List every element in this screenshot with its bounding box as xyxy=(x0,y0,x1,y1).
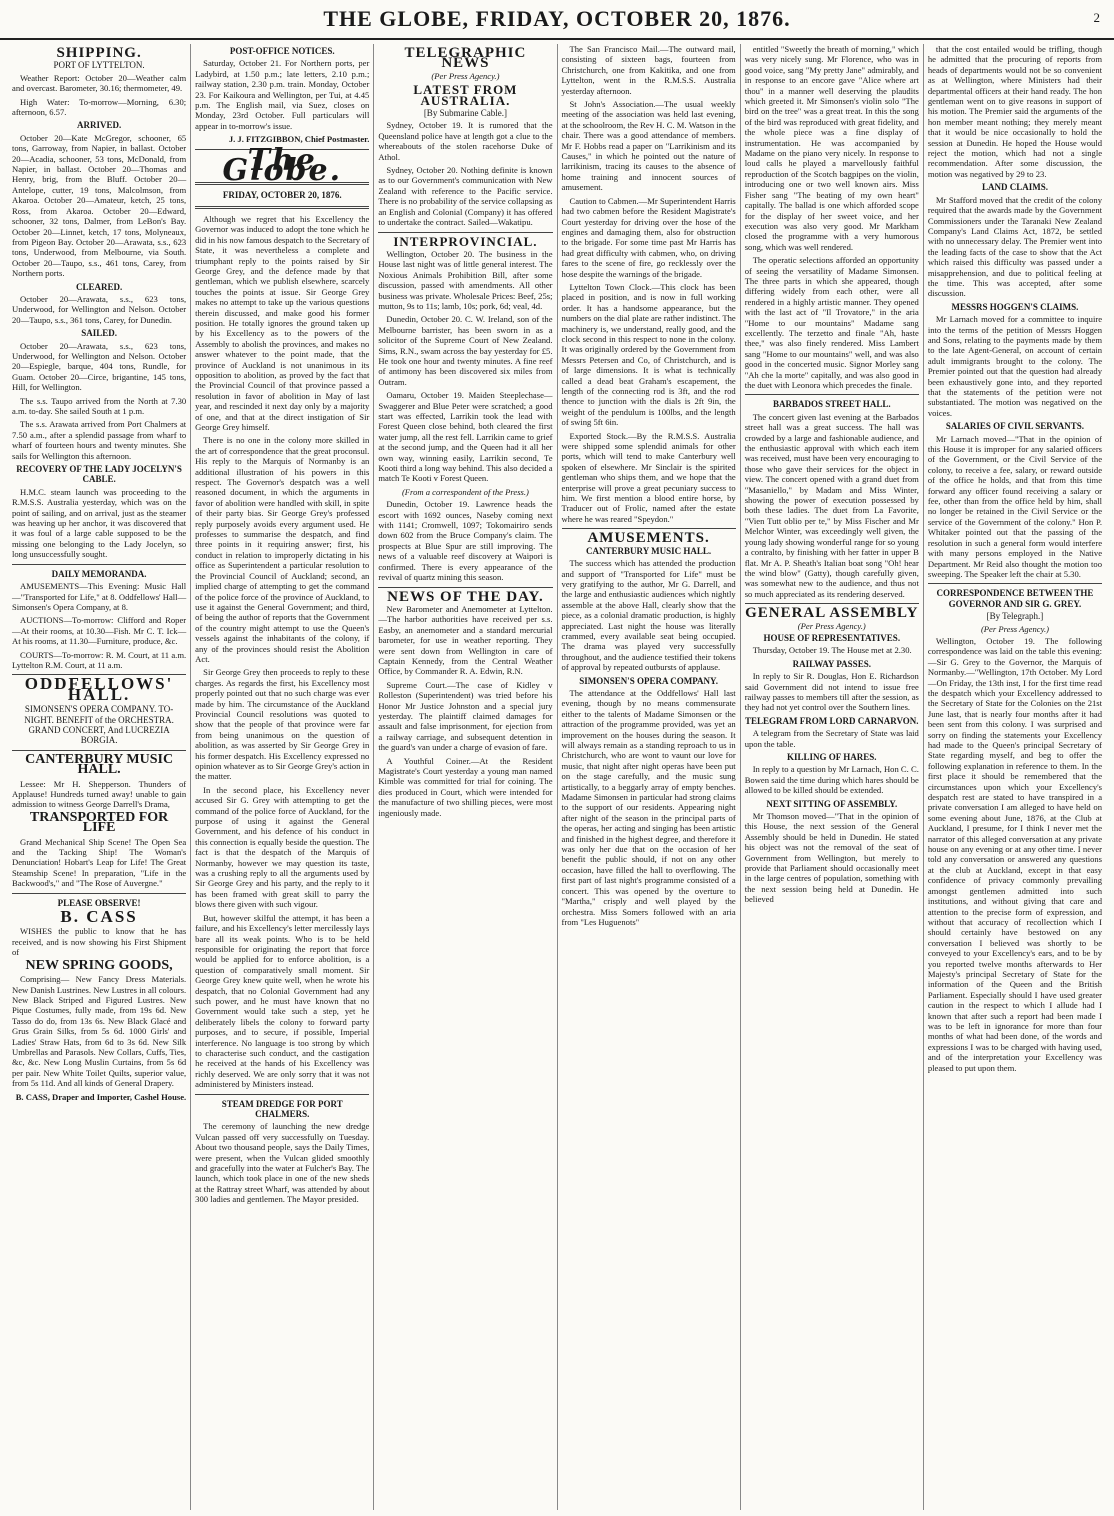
barbados-review: The concert given last evening at the Barbados street hall was a great success. The hall was crowded by a large and fashionable audience, and the enthusiastic approval with which each item was received, must have been very encouraging to those who gave their services for the object in view. The concert opened with a grand duet from "Masaniello," by Madam and Miss Winter, showing the power of execution possessed by both these ladies. The duet from La Favorite, "Vien Tutt oblio per te," by Miss Fischer and Mr Melchor Winter, was exceedingly well given, the young lady showing wonderful range for so young a contralto, by finishing with her fatter in upper B flat. Mr A. P. Sheath's Italian boat song "Oh! hear the wind blow" (Gatty), though carefully given, was somewhat new to the audience, and thus not so much appreciated as its rendering deserved. xyxy=(744,411,919,599)
coiner-item: A Youthful Coiner.—At the Resident Magistrate's Court yesterday a young man named Kimble was committed for trial for coining. The dies produced in Court, which were intended for the manufacture of two shilling pieces, were most ingeniously made. xyxy=(378,755,553,818)
news-title: NEWS OF THE DAY. xyxy=(387,588,544,605)
house-heading: HOUSE OF REPRESENTATIVES. xyxy=(763,632,901,643)
cass-intro: WISHES the public to know that he has received, and is now showing his First Shipment of xyxy=(12,926,187,958)
musichall-body: Lessee: Mr H. Shepperson. Thunders of Applause! Hundreds turned away! unable to gain admission to witness George Darrell's Drama, xyxy=(12,778,187,810)
amusements-memo: AMUSEMENTS—This Evening: Music Hall—"Transported for Life," at 8. Oddfellows' Hall—Simonsen's Opera Company, at 8. xyxy=(12,581,187,612)
land-claims-heading: LAND CLAIMS. xyxy=(981,182,1048,193)
steam-dredge-body: The ceremony of launching the new dredge Vulcan passed off very successfully on Tuesday. About two thousand people, says the Daily Times, were present, when the Vulcan glided smoothly and gracefully into the water at Fulcher's Bay. The launch, which took place in one of the new sheds at the Rattray street Wharf, was attended by about 300 ladies and gentlemen. The Mayor presided. xyxy=(195,1121,370,1205)
correspondence-sub: (Per Press Agency.) xyxy=(980,623,1049,634)
divider xyxy=(195,206,369,209)
cass-title: B. CASS xyxy=(60,907,138,927)
recovery-body: H.M.C. steam launch was proceeding to the R.M.S.S. Australia yesterday, which was on the point of sailing, and on arrival, just as the steamer was heaving up her anchor, it was discovered that it was foul of a large cable supposed to be the missing one belonging to the Lady Jocelyn, so long unsuccessfully sought. xyxy=(12,486,187,560)
clock-item: Lyttelton Town Clock.—This clock has been placed in position, and is now in full working order. It has a handsome appearance, but the numbers on the dial plate are rather indistinct. The machinery is, we understand, really good, and the clock second in this respect to none in the colony. It was originally ordered by the Government from Messrs Petersen and Co, of Christchurch, and is of large dimensions. It is what is technically called a dead beat Graham's escapement, the length of the connecting rod is 3ft, and the rod thence to junction with the dials is 2ft 9in, the weight of the pendulum is 100lbs, and the length of swing 5ft 6in. xyxy=(561,281,736,428)
stock-item: Exported Stock.—By the R.M.S.S. Australia were shipped some splendid animals for other ports, which will tend to make Canterbury well spoken of elsewhere. Mr Sinclair is the spirited gentleman who ships them, and we hope that the enterprise will prove a great pecuniary success to him. We first mention a blood entire horse, by Traducer out of Frolic, named after the estate where he was reared "Speydon." xyxy=(561,430,736,524)
please-observe: PLEASE OBSERVE! xyxy=(57,897,141,908)
music-hall-review: The success which has attended the production and support of "Transported for Life" must be very gratifying to the author, Mr G. Darrell, and the large and enthusiastic audiences which nightly assemble at the above Hall, clearly show that the piece, as a colonial dramatic production, is highly appreciated. Last night the house was literally crammed, every available seat being occupied. The drama was played very successfully throughout, and the audience testified their tokens of approval by repeated outbursts of applause. xyxy=(561,558,736,673)
column-4 xyxy=(558,44,741,1510)
telegram-body: A telegram from the Secretary of State was laid upon the table. xyxy=(744,728,919,749)
dunedin-report-2: Dunedin, October 19. Lawrence heads the escort with 1692 ounces, Naseby coming next with 1141; Cromwell, 1097; Tokomairiro sends down 602 from the Bruce Company's claim. The prospects at Blue Spur are still improving. The news of a valuable reef discovery at Waipori is confirmed. There is every appearance of the revival of quartz mining this season. xyxy=(378,499,553,583)
divider xyxy=(745,394,919,395)
cabmen-item: Caution to Cabmen.—Mr Superintendent Harris had two cabmen before the Resident Magistrate's Court yesterday for driving over the hose of the engines and damaging them, also for obstruction to the brigade. For some time past Mr Harris has had great difficulty with cabmen, who, on driving fares to the scene of fire, go recklessly over the hose despite the warnings of the brigade. xyxy=(561,195,736,279)
post-office-body: Saturday, October 21. For Northern ports, per Ladybird, at 1.50 p.m.; late letters, 2.10 p.m.; railway station, 2.30 p.m. train. Monday, October 23. For Kaikoura and Wellington, per Tui, at 4.45 p.m. The English mail, via Suez, closes on Monday, 23rd October. Full particulars will appear in to-morrow's issue. xyxy=(195,58,370,131)
dateline: FRIDAY, OCTOBER 20, 1876. xyxy=(222,190,342,201)
telegram-heading: TELEGRAM FROM LORD CARNARVON. xyxy=(745,715,919,726)
oamaru-report: Oamaru, October 19. Maiden Steeplechase—Swaggerer and Blue Peter were scratched; a good start was effected, Larrikin took the lead with Forest Queen close behind, both cleared the first water jump, all the rest fell. Larrikin came to grief at the second jump, and the Queen had it all her own way, winning easily, Larrikin second, Te Kooti third a long way behind. This also decided a match Te Kooti v Forest Queen. xyxy=(378,390,553,484)
post-office-title: POST-OFFICE NOTICES. xyxy=(229,46,335,56)
concert-continued: entitled "Sweetly the breath of morning," which was very nicely sung. Mr Florence, who was in good voice, sang "My pretty Jane" admirably, and in response to an encore gave "Alice where art thou" in a manner well deserving the plaudits which greeted it. Mr Simonsen's violin solo "The bird on the tree" was a great treat. In this the song of the bird was reproduced with great fidelity, and the whole piece was a fine display of instrumentation. He was accompanied by Madame on the piano very nicely. In response to loud calls he played a marvellously faithful reproduction of the Scotch bagpipes on the violin, introducing one or two well known airs. Miss Fisher sang "The beating of my own heart" capitally. The ballad is one which afforded scope for the display of her sweet voice, and her execution was also very good. Mr Markham closed the programme with a very humorous song, which was well rendered. xyxy=(744,44,919,252)
land-claims-body: Mr Stafford moved that the credit of the colony required that the awards made by the Government Commissioners under the Taranaki New Zealand Company's Land Claims Act, 1872, be settled with no unnecessary delay. The Premier went into the leading facts of the case to show that the Act which raised this difficulty was passed under a misapprehension, and due to political feeling at the time. This was accepted, after some discussion. xyxy=(927,194,1103,299)
sydney-report-2: Sydney, October 20. Nothing definite is known as to our Government's communication with New Zealand with reference to the Pacific service. There is no probability of the service collapsing as an English and Colonial (Company) it has offered to undertake the contract. Sailed—Wakatipu. xyxy=(378,165,553,228)
divider xyxy=(378,587,552,588)
divider xyxy=(195,1094,369,1095)
recovery-heading: RECOVERY OF THE LADY JOCELYN'S CABLE. xyxy=(16,464,182,485)
hares-heading: KILLING OF HARES. xyxy=(787,752,877,762)
assembly-title: GENERAL ASSEMBLY xyxy=(745,605,919,622)
cleared-list: October 20—Arawata, s.s., 623 tons, Underwood, for Wellington and Nelson. October 20—Taupo, s.s., 361 tons, Carey, for Dunedin. xyxy=(12,293,187,325)
house-date: Thursday, October 19. The House met at 2.30. xyxy=(752,645,912,656)
column-5 xyxy=(741,44,924,1510)
mail-item: The San Francisco Mail.—The outward mail, consisting of sixteen bags, fourteen from Christchurch, one from Kakitika, and one from Lyttelton, went in the R.M.S.S. Australia yesterday afternoon. xyxy=(561,44,736,96)
opera-review: The attendance at the Oddfellows' Hall last evening, though by no means commensurate either to the talents of Madame Simonsen or the attraction of the programme provided, was yet an improvement on the houses during the season. It will always remain as a standing reproach to us in Christchurch, who are wont to vaunt our love for music, that night after night operas have been put on the stage carefully, and the music sung artistically, to a beggarly array of empty benches. Madame Simonsen in particular had strong claims to the support of our residents. Appearing night after night of the season in the principal parts of the operas, her acting and singing has been artistic and finished in the highest degree, and therefore it was only her due that on the occasion of her benefit the public should, if not on any other occasion, have filled the hall to overflowing. The first part of last night's programme consisted of a concert. This was opened by the overture to "Martha," crisply and well played by the orchestra. Miss Somers followed with an aria from "Les Huguenots" xyxy=(561,687,736,927)
divider xyxy=(562,528,736,529)
salaries-heading: SALARIES OF CIVIL SERVANTS. xyxy=(945,421,1085,432)
correspondence-heading: CORRESPONDENCE BETWEEN THE GOVERNOR AND SIR G. GREY. xyxy=(936,588,1094,609)
transported-title: TRANSPORTED FOR LIFE xyxy=(29,809,169,836)
masthead xyxy=(0,0,1114,40)
masthead-title: THE GLOBE, FRIDAY, OCTOBER 20, 1876. xyxy=(323,6,791,31)
cleared-heading: CLEARED. xyxy=(75,281,123,292)
hares-body: In reply to a question by Mr Larnach, Hon C. C. Bowen said the time during which hares should be allowed to be killed should be extended. xyxy=(744,764,919,796)
arrived-list: October 20—Kate McGregor, schooner, 65 tons, Garroway, from Napier, in ballast. October 20—Acadia, schooner, 53 tons, McDonald, from Napier, in ballast. October 20—Thomas and Henry, brig, from the Bluff. October 20—Antelope, cutter, 19 tons, Malcolmson, from Akaroa. October 20—Amateur, ketch, 25 tons, Ross, from Akaroa. October 20—Edward, schooner, 32 tons, Dalmer, from LeBon's Bay. October 20—Linnet, ketch, 17 tons, Molyneaux, from Pigeon Bay. October 20—Arawata, s.s., 623 tons, Underwood, from Melbourne, via South. October 20—Taupo, s.s., 461 tons, Carey, from Northern ports. xyxy=(12,132,187,279)
barometer-item: New Barometer and Anemometer at Lyttelton.—The harbor authorities have received per s.s. Easby, an anemometer and a standard mercurial barometer, for use in weather reporting. They were sent down from Wellington in care of Captain Kennedy, from the Central Weather Office, by Commander R. A. Edwin, R.N. xyxy=(378,603,553,677)
cass-goods: NEW SPRING GOODS, xyxy=(25,957,173,973)
sydney-report: Sydney, October 19. It is rumored that the Queensland police have at length got a clue to the whereabouts of the stolen racehorse Duke of Athol. xyxy=(378,120,553,162)
oddfellows-title: ODDFELLOWS' HALL. xyxy=(24,674,174,704)
weather-report: Weather Report: October 20—Weather calm and overcast. Barometer, 30.16; thermometer, 49. xyxy=(12,72,187,94)
telegraphic-title: TELEGRAPHIC NEWS xyxy=(404,45,527,72)
telegraphic-sub: (Per Press Agency.) xyxy=(431,70,500,81)
page-number: 2 xyxy=(1093,10,1100,25)
transported-body: Grand Mechanical Ship Scene! The Open Sea and the Tacking Ship! The Woman's Denunciation! Hobart's Leap for Life! The Great Steamship Scene! In preparation, "Life in the Backwood's," and "The Rose of Auvergne." xyxy=(12,836,187,889)
correspondence-body: Wellington, October 19. The following correspondence was laid on the table this evening:—Sir G. Grey to the Governor, the Marquis of Normanby.—"Wellington, 17th October. My Lord—On Friday, the 13th inst, I for the first time read the despatch which your Excellency addressed to the Secretary of State for the Colonies on the 21st June last, that is nearly four months after it had been sent from this colony. I was surprised and sorry on finding the statements your Excellency had made to the Queen's principal Secretary of State regarding myself, and beg to offer the following explanation in reference to them. In the first place it should be remembered that the circumstances upon which your Excellency's despatch rest are stated to have transpired in a private conversation I am alleged to have held on some evening about June, 1876, at the Club at Auckland, I presume, for I think I never met the narrator of this alleged conversation at any private house on any evening or at any other time. I never told any conversation or answered any questions at the club at Auckland, except in that easy confidence of privacy commonly prevailing amongst gentlemen admitted into such institutions, and without giving that care and attention to the precise form of expression, and without that accuracy of recollection which I should certainly have bestowed on any conversation I believed was shortly to be conveyed to your Excellency's ears, and to be by you reported twelve months afterwards to Her Majesty's principal Secretary of State for the information of the Queen and the British Parliament. Especially should I have used greater caution in the respect to which I allude had I known that after such a report had been made I was to be left in ignorance for more than four months of what had been done, of the words and expressions I was to be charged with having used, and of the interpretation your Excellency was pleased to put upon them. xyxy=(927,635,1103,1073)
latest-australia: LATEST FROM AUSTRALIA. xyxy=(413,82,518,108)
sailed-heading: SAILED. xyxy=(81,328,117,339)
columns xyxy=(8,44,1106,1510)
salaries-body: Mr Larnach moved—"That in the opinion of this House it is improper for any salaried officers of the Government, or the Civil Service of the colony, to receive a fee, salary, or reward outside of the office he holds, and that from this time forward any officer found receiving a salary or fee, other than from the office held by him, shall no longer be retained in the Civil Service or the service of the Government of the colony." Hon P. Whitaker pointed out that the passing of the resolution in such a general form would interfere with many persons employed in the Native Department. Mr Reid also thought the motion too sweeping. The Speaker left the chair at 5.30. xyxy=(927,433,1103,579)
railway-body: In reply to Sir R. Douglas, Hon E. Richardson said Government did not intend to issue free railway passes to members till after the session, as they had not yet control over the Southern lines. xyxy=(744,671,919,713)
oddfellows-body: SIMONSEN'S OPERA COMPANY. TO-NIGHT. BENEFIT of the ORCHESTRA. GRAND CONCERT, And LUCREZIA BORGIA. xyxy=(24,704,174,746)
st-johns-item: St John's Association.—The usual weekly meeting of the association was held last evening, at the schoolroom, the Rev H. C. M. Watson in the chair. There was a good attendance of members. Mr F. Hobbs read a paper on "Larrikinism and its Causes," in which he pointed out the nature of larrikinism, tracing its causes to the absence of home training and innocent sources of amusement. xyxy=(561,99,736,193)
interprovincial-title: INTERPROVINCIAL. xyxy=(393,233,538,249)
high-water: High Water: To-morrow—Morning, 6.30; afternoon, 6.57. xyxy=(12,96,187,118)
opera-continued: The operatic selections afforded an opportunity of seeing the versatility of Madame Simonsen. The three parts in which she appeared, though differing widely from each other, were all rendered in a highly artistic manner. They opened with the last act of "Il Trovatore," in the aria "Home to our mountains" Madame sang excellently. The terzetto and finale "Ah, haste thee," was also finely rendered. Miss Lambert sang "Home to our mountains" well, and was also good in the concerted music. Signor Morley sang "Ah che la morte" capitally, and was also good in the duet with Leonora which precedes the finale. xyxy=(744,255,919,390)
cass-list: Comprising— New Fancy Dress Materials. New Danish Lustrines. New Lustres in all colours. New Black Striped and Figured Lustres. New Pique Costumes, fully made, from 19s 6d. New Tasso do do, from 13s 6s. New Black Glacé and Grus Grain Silks, from 5s 6d. 1000 Girls' and Ladies' Straw Hats, from 6d to 3s 6d. New Silk Umbrellas and Parasols. New Collars, Cuffs, Ties, &c, &c. New Long Muslin Curtains, from 5s 6d per pair. New White Toilet Quilts, superior value, from 5s 11d. And all kinds of General Drapery. xyxy=(12,974,187,1089)
divider xyxy=(928,583,1102,584)
music-hall-heading: CANTERBURY MUSIC HALL. xyxy=(586,545,712,556)
memoranda-heading: DAILY MEMORANDA. xyxy=(51,568,147,579)
hoggen-body: Mr Larnach moved for a committee to inquire into the terms of the petition of Messrs Hoggen and Sons, relating to the payments made by them to the late Agent-General, on account of certain adult immigrants brought to the colony. The Premier pointed out that the question had already been exhaustively gone into, and they reported that the statements of the petition were not substantiated. The motion was negatived on the voices. xyxy=(927,314,1103,418)
column-3 xyxy=(374,44,557,1510)
editorial-paragraph: But, however skilful the attempt, it has been a failure, and his Excellency's letter mercilessly lays bare all its weak points. Who is to be held responsible for originating the report that force would be applied for to enforce abolition, is a question of comparatively small moment. Sir George Grey knew quite well, when he wrote his despatch, that no Colonial Government had any such power, and he must have known that no Government would take such a step, yet he deliberately libels the colony to forward party purposes, and to secure, if possible, Imperial interference. No language is too strong by which to characterise such conduct, and the castigation he received at the hands of his Excellency was richly deserved. We are only sorry that it was not administered by Ministers instead. xyxy=(195,912,370,1090)
supreme-court-item: Supreme Court.—The case of Kidley v Rolleston (Superintendent) was tried before his Honor Mr Justice Johnston and a special jury yesterday. The plaintiff claimed damages for assault and false imprisonment, for ejection from a railway carriage, and subsequent detention in the guard's van under a charge of evasion of fare. xyxy=(378,679,553,753)
dunedin-report: Dunedin, October 20. C. W. Ireland, son of the Melbourne barrister, has been sworn in as a solicitor of the Supreme Court of New Zealand. Sims, R.N., swam across the bay yesterday for £5. He took one hour and twenty minutes. A fine reef of antimony has been discovered six miles from Outram. xyxy=(378,314,553,387)
divider xyxy=(745,603,919,604)
divider xyxy=(12,750,186,751)
barbados-heading: BARBADOS STREET HALL. xyxy=(772,399,891,410)
divider xyxy=(12,893,186,894)
column-6 xyxy=(924,44,1106,1510)
opera-heading: SIMONSEN'S OPERA COMPANY. xyxy=(579,675,718,686)
hoggen-heading: MESSRS HOGGEN'S CLAIMS. xyxy=(951,301,1079,312)
musichall-title: CANTERBURY MUSIC HALL. xyxy=(25,751,174,778)
cass-signoff: B. CASS, Draper and Importer, Cashel House. xyxy=(15,1091,187,1102)
steam-dredge-title: STEAM DREDGE FOR PORT CHALMERS. xyxy=(221,1098,343,1119)
port-title: PORT OF LYTTELTON. xyxy=(53,60,145,71)
column-2 xyxy=(191,44,374,1510)
cable-tag: [By Submarine Cable.] xyxy=(423,108,508,119)
auctions-memo: AUCTIONS—To-morrow: Clifford and Roper—At their rooms, at 10.30—Fish. Mr C. T. Ick—At his rooms, at 11.30—Furniture, produce, &c. xyxy=(12,615,187,647)
assembly-sub: (Per Press Agency.) xyxy=(797,620,866,631)
sitting-heading: NEXT SITTING OF ASSEMBLY. xyxy=(766,798,898,809)
sailed-list: October 20—Arawata, s.s., 623 tons, Underwood, for Wellington and Nelson. October 20—Espiegle, barque, 404 tons, Rundle, for Guam. October 20—Circe, brigantine, 145 tons, Hill, for Wellington. xyxy=(12,340,187,393)
post-office-signoff: J. J. FITZGIBBON, Chief Postmaster. xyxy=(228,134,370,145)
assembly-continued: that the cost entailed would be trifling, though he admitted that the procuring of reports from heads of departments would not be so convenient as at Wellington, where Ministers had their departmental officers at their hand ready. The hon gentleman went on to give reasons in support of his motion. The Premier said the arguments of the hon member meant nothing; they merely meant that it would be nice occasionally to hold the session at Dunedin. He hoped the House would reject the motion, which had not a single recommendation. After some discussion, the motion was negatived by 29 to 23. xyxy=(927,44,1103,179)
divider xyxy=(12,564,186,565)
editorial-paragraph: There is no one in the colony more skilled in the art of correspondence that the great proconsul. His reply to the Marquis of Normanby is an additional illustration of his powers in this respect. The Governor's despatch was a well reasoned document, in which the arguments in favor of abolition were handled with skill, in spite of their party bias. Sir George Grey's professed reply purposely avoids every argument used. He professes to summarise the despatch, and find three points in it requiring answer; first, his conduct in relation to improperly dictating in his office as Superintendent a particular resolution to the Provincial Council of Auckland; second, an implied charge of attempting to get the command of the police force of the province of Auckland, to use it against the General Government; and third, of being the author of reports that the Government of the country might attempt to use the Queen's vessels against the inhabitants of the colony, if any of the provinces should resist the Abolition Act. xyxy=(195,435,370,664)
globe-logo: The Globe. xyxy=(222,142,343,189)
shipping-title: SHIPPING. xyxy=(56,45,142,61)
arawata-note: The s.s. Arawata arrived from Port Chalmers at 7.50 a.m., after a splendid passage from wharf to wharf of fourteen hours and twenty minutes. She sails for Wellington this afternoon. xyxy=(12,419,187,461)
arrived-heading: ARRIVED. xyxy=(76,120,122,131)
column-1 xyxy=(8,44,191,1510)
taupo-note: The s.s. Taupo arrived from the North at 7.30 a.m. to-day. She sailed South at 1 p.m. xyxy=(12,395,187,416)
editorial-paragraph: In the second place, his Excellency never accused Sir G. Grey with attempting to get the command of the police force of Auckland, for the purpose of using it against the General Government, and his defence of his conduct in this connection is equally beside the question. The fact is that the despatch of the Marquis of Normanby, however we may question its taste, was a crushing reply to all the arguments used by Sir George Grey and his party, and the reply to it has been framed with great skill to parry the blows there given with such vigour. xyxy=(195,784,370,910)
wellington-report: Wellington, October 20. The business in the House last night was of little general interest. The Noxious Animals Prohibition Bill, after some discussion, passed with amendments. All other business was private. Wholesale Prices: Beef, 25s; mutton, 9s to 11s; lamb, 10s; pork, 6d; veal, 4d. xyxy=(378,248,553,311)
railway-heading: RAILWAY PASSES. xyxy=(792,658,871,669)
telegraph-tag: [By Telegraph.] xyxy=(986,611,1044,622)
sitting-body: Mr Thomson moved—"That in the opinion of this House, the next session of the General Assembly should be held in Dunedin. He stated his object was not the removal of the seat of Government from Wellington, but merely to provide that Parliament should occasionally meet in the large centres of population, something with the next session being held at Dunedin. He believed xyxy=(744,811,919,905)
courts-memo: COURTS—To-morrow: R. M. Court, at 11 a.m. Lyttelton R.M. Court, at 11 a.m. xyxy=(12,649,187,670)
editorial-paragraph: Although we regret that his Excellency the Governor was induced to adopt the tone which he did in his now famous despatch to the Secretary of State, it was nevertheless a complete and triumphant reply to the points raised by Sir George Grey, and the defence made by that gentleman, which we publish elsewhere, scarcely touches the points at issue. Sir George Grey makes no attempt to take up the various questions therein discussed, and make good his former position. He totally ignores the ground taken up by his Excellency as to the powers of the Assembly to abolish the provinces, and makes no answer whatever to the point made, that the province of Auckland is not unanimous in its opposition to abolition, as proved by the fact that the Provincial Council of that province passed a resolution in favor of abolition in May of last year, and rescinded it next day only by a majority of one, and that at the direct instigation of Sir George Grey himself. xyxy=(195,213,370,432)
editorial-paragraph: Sir George Grey then proceeds to reply to these charges. As regards the first, his Excellency most properly pointed out that no such charge was ever made by him. The circumstance of the Auckland Provincial Council resolutions was quoted to show that the people of that province were far from being unanimous on the question of abolition, as was asserted by Sir George Grey in his former despatch. His Excellency expressed no opinion whatever as to Sir George Grey's action in the matter. xyxy=(195,667,370,782)
divider xyxy=(378,232,552,233)
amusements-title: AMUSEMENTS. xyxy=(587,530,710,547)
correspondent-tag: (From a correspondent of the Press.) xyxy=(401,486,529,497)
